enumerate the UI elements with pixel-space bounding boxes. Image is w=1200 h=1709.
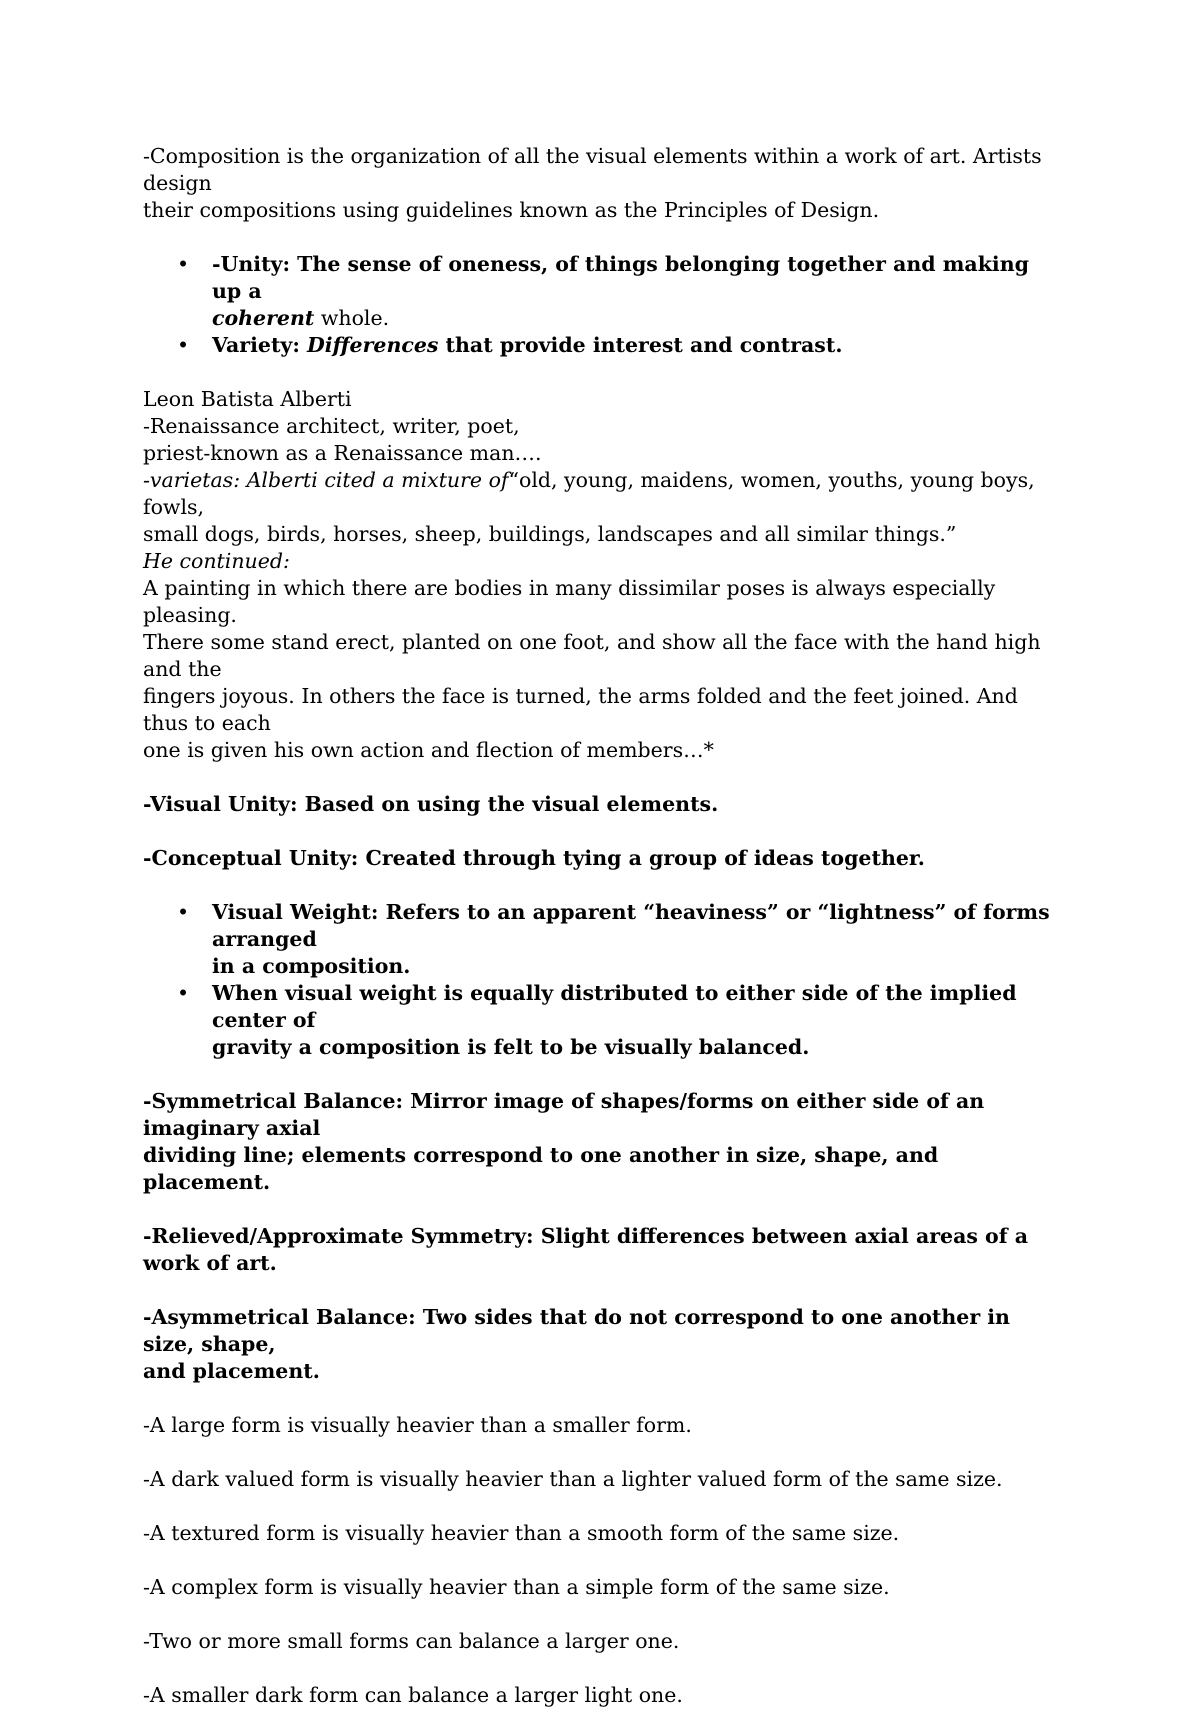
varietas-quote: “old, young, maidens, women, youths, young boys, fowls,	[143, 468, 1035, 519]
bullet-icon: •	[177, 333, 190, 357]
asymmetrical-balance	[143, 1304, 1063, 1385]
asymmetrical-line-1: -Asymmetrical Balance: Two sides that do not correspond to one another in size, shape,	[143, 1305, 1010, 1356]
variety-tail: that provide interest and contrast.	[438, 333, 843, 357]
rule-item: -A complex form is visually heavier than a simple form of the same size.	[143, 1575, 890, 1599]
unity-definition: -Unity: The sense of oneness, of things belonging together and making up a	[212, 252, 1029, 303]
rule-item: -A smaller dark form can balance a larger light one.	[143, 1683, 683, 1707]
alberti-name: Leon Batista Alberti	[143, 387, 352, 411]
visual-weight-line-2: in a composition.	[212, 954, 411, 978]
rule-item: -A textured form is visually heavier than a smooth form of the same size.	[143, 1521, 900, 1545]
visual-weight-list	[143, 899, 1063, 1061]
list-item-balanced	[143, 980, 1063, 1061]
list-item-visual-weight	[143, 899, 1063, 980]
varietas-line-2: small dogs, birds, horses, sheep, buildings, landscapes and all similar things.”	[143, 522, 957, 546]
alberti-quote-line-3: fingers joyous. In others the face is turned, the arms folded and the feet joined. And thus to each	[143, 684, 1018, 735]
relieved-symmetry: -Relieved/Approximate Symmetry: Slight differences between axial areas of a work of art.	[143, 1224, 1028, 1275]
intro-line-2: their compositions using guidelines known as the Principles of Design.	[143, 198, 880, 222]
alberti-quote-line-4: one is given his own action and flection of members…*	[143, 738, 714, 762]
bullet-icon: •	[177, 981, 190, 1005]
unity-variety-list	[143, 251, 1063, 359]
conceptual-unity-heading: -Conceptual Unity: Created through tying a group of ideas together.	[143, 846, 925, 870]
symmetrical-line-1: -Symmetrical Balance: Mirror image of shapes/forms on either side of an imaginary axial	[143, 1089, 985, 1140]
variety-emphasis: Differences	[307, 333, 439, 357]
rule-item: -A dark valued form is visually heavier than a lighter valued form of the same size.	[143, 1467, 1003, 1491]
document-body	[143, 143, 1063, 1709]
unity-tail: whole.	[314, 306, 390, 330]
rule-item: -A large form is visually heavier than a smaller form.	[143, 1413, 692, 1437]
symmetrical-balance	[143, 1088, 1063, 1196]
rule-item: -Two or more small forms can balance a larger one.	[143, 1629, 680, 1653]
visual-weight-line-1: Visual Weight: Refers to an apparent “heaviness” or “lightness” of forms arranged	[212, 900, 1050, 951]
continued-label: He continued:	[143, 549, 290, 573]
bullet-icon: •	[177, 252, 190, 276]
alberti-quote-line-2: There some stand erect, planted on one foot, and show all the face with the hand high and the	[143, 630, 1041, 681]
varietas-emphasis: -varietas: Alberti cited a mixture of	[143, 468, 509, 492]
balanced-line-1: When visual weight is equally distributed to either side of the implied center of	[212, 981, 1017, 1032]
alberti-quote-line-1: A painting in which there are bodies in many dissimilar poses is always especially pleasing.	[143, 576, 996, 627]
bullet-icon: •	[177, 900, 190, 924]
list-item-unity	[143, 251, 1063, 332]
balanced-line-2: gravity a composition is felt to be visually balanced.	[212, 1035, 810, 1059]
alberti-line-1: -Renaissance architect, writer, poet,	[143, 414, 520, 438]
unity-emphasis: coherent	[212, 306, 315, 330]
asymmetrical-line-2: and placement.	[143, 1359, 320, 1383]
intro-paragraph	[143, 143, 1063, 224]
symmetrical-line-2: dividing line; elements correspond to one another in size, shape, and placement.	[143, 1143, 939, 1194]
alberti-section	[143, 386, 1063, 764]
visual-unity-heading: -Visual Unity: Based on using the visual elements.	[143, 792, 719, 816]
intro-line-1: -Composition is the organization of all the visual elements within a work of art. Artists design	[143, 144, 1042, 195]
variety-label: Variety:	[212, 333, 308, 357]
list-item-variety	[143, 332, 1063, 359]
alberti-line-2: priest-known as a Renaissance man….	[143, 441, 542, 465]
